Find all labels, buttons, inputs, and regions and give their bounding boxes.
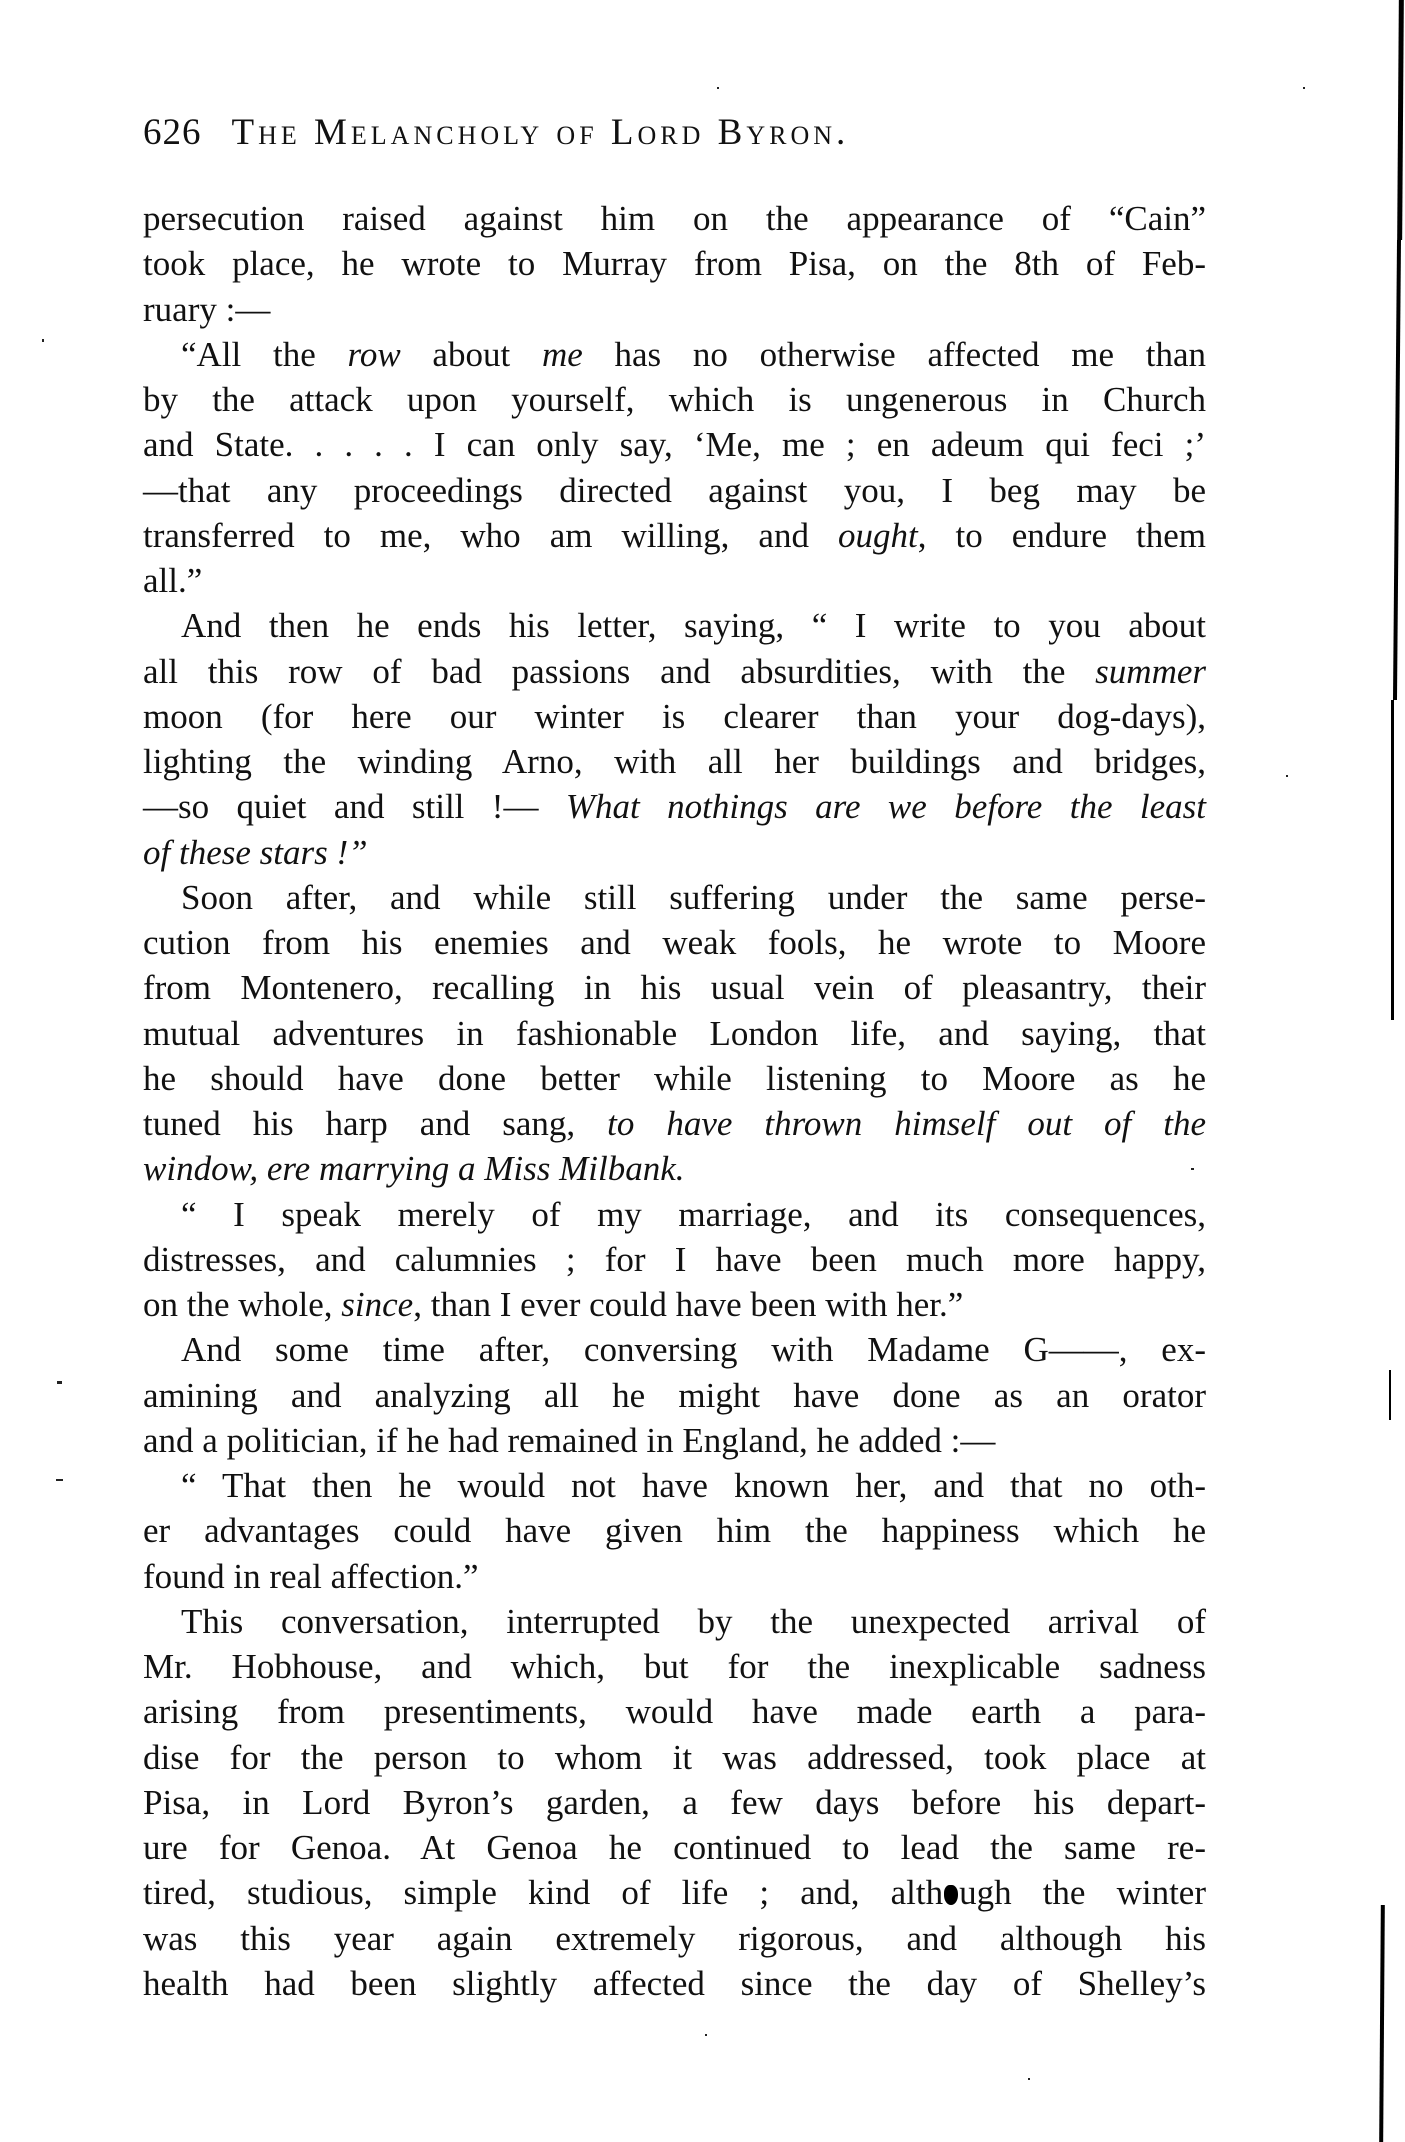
text-run: lighting the winding Arno, with all her buildings and bridges, xyxy=(143,742,1206,781)
scan-speck xyxy=(56,1479,63,1481)
scan-speck xyxy=(717,87,719,89)
text-run: er advantages could have given him the happiness which he xyxy=(143,1511,1206,1551)
text-line xyxy=(143,1870,1206,1915)
scan-speck xyxy=(1191,1168,1194,1170)
italic-text: of these stars !” xyxy=(143,832,368,872)
text-run: moon (for here our winter is clearer than your dog-days), xyxy=(143,696,1206,736)
italic-text: window, ere marrying a Miss Milbank. xyxy=(143,1149,685,1189)
text-run: persecution raised against him on the appearance of “Cain” xyxy=(143,199,1206,238)
text-run: by the attack upon yourself, which is ungenerous in Church xyxy=(143,380,1206,419)
italic-text: ought xyxy=(838,515,918,555)
italic-text: me xyxy=(541,334,583,374)
text-line xyxy=(143,1146,1206,1191)
text-line xyxy=(143,241,1206,286)
text-line xyxy=(143,739,1206,784)
text-line xyxy=(143,784,1206,829)
text-run: about xyxy=(400,334,542,374)
text-run: “ I speak merely of my marriage, and its consequences, xyxy=(181,1194,1206,1234)
text-run: found in real affection.” xyxy=(143,1556,479,1596)
text-run: This conversation, interrupted by the unexpected arrival of xyxy=(181,1601,1206,1641)
text-run: was this year again extremely rigorous, and although his xyxy=(143,1918,1206,1958)
text-run: tuned his harp and sang, xyxy=(143,1104,608,1143)
text-line xyxy=(143,965,1206,1010)
text-line xyxy=(143,649,1206,694)
text-line xyxy=(143,875,1206,920)
text-run: amining and analyzing all he might have done as an orator xyxy=(143,1375,1206,1415)
text-line xyxy=(143,1735,1206,1780)
text-run: Pisa, in Lord Byron’s garden, a few days before his depart- xyxy=(143,1782,1206,1822)
scan-speck xyxy=(705,2034,707,2036)
scan-edge-line xyxy=(1397,0,1404,240)
text-line xyxy=(143,1373,1206,1418)
text-run: , to endure them xyxy=(917,515,1207,555)
text-line xyxy=(143,1011,1206,1056)
text-line xyxy=(143,694,1206,739)
scan-speck xyxy=(42,339,44,342)
text-run: all this row of bad passions and absurdities, with the xyxy=(143,651,1096,691)
text-run: distresses, and calumnies ; for I have been much more happy, xyxy=(143,1239,1206,1279)
text-line xyxy=(143,287,1206,332)
page-number: 626 xyxy=(143,112,202,153)
text-line xyxy=(143,830,1206,875)
scan-edge-line xyxy=(1393,240,1401,700)
scan-edge-line xyxy=(1389,1370,1391,1420)
text-line xyxy=(143,1644,1206,1689)
text-line xyxy=(143,1780,1206,1825)
text-run: Soon after, and while still suffering under the same perse- xyxy=(181,877,1206,917)
text-line xyxy=(143,1508,1206,1553)
text-run: mutual adventures in fashionable London life, and saying, that xyxy=(143,1013,1206,1053)
text-line xyxy=(143,1554,1206,1599)
running-head xyxy=(143,110,1103,156)
scan-edge-line xyxy=(1379,1905,1385,2142)
running-title: The Melancholy of Lord Byron. xyxy=(231,112,850,153)
italic-text: to have thrown himself out of the xyxy=(607,1104,1207,1143)
text-line xyxy=(143,377,1206,422)
scan-speck xyxy=(1286,775,1288,777)
text-run: and State. . . . . I can only say, ‘Me, me ; en adeum qui feci ;’ xyxy=(143,425,1206,465)
text-line xyxy=(143,196,1206,241)
text-line xyxy=(143,1418,1206,1463)
text-run: ugh the winter xyxy=(959,1873,1206,1913)
text-run: tired, studious, simple kind of life ; and, alth xyxy=(143,1873,944,1913)
text-run: and a politician, if he had remained in England, he added :— xyxy=(143,1420,996,1460)
text-run: “ That then he would not have known her, and that no oth- xyxy=(181,1466,1206,1505)
text-run: he should have done better while listening to Moore as he xyxy=(143,1058,1206,1098)
scan-speck xyxy=(1028,2078,1030,2080)
text-line xyxy=(143,603,1206,648)
text-run: health had been slightly affected since the day of Shelley’s xyxy=(143,1963,1206,2003)
text-run: took place, he wrote to Murray from Pisa, on the 8th of Feb- xyxy=(143,244,1206,284)
text-run: has no otherwise affected me than xyxy=(582,334,1206,374)
text-line xyxy=(143,468,1206,513)
text-line xyxy=(143,1282,1206,1327)
text-run: And then he ends his letter, saying, “ I write to you about xyxy=(181,606,1206,646)
text-line xyxy=(143,1916,1206,1961)
text-run: all.” xyxy=(143,561,203,600)
text-line xyxy=(143,1192,1206,1237)
text-line xyxy=(143,920,1206,965)
text-run: arising from presentiments, would have made earth a para- xyxy=(143,1692,1206,1732)
text-line xyxy=(143,332,1206,377)
text-run: from Montenero, recalling in his usual vein of pleasantry, their xyxy=(143,968,1206,1008)
text-run: Mr. Hobhouse, and which, but for the inexplicable sadness xyxy=(143,1647,1206,1686)
text-run: —that any proceedings directed against you, I beg may be xyxy=(143,470,1206,510)
text-line xyxy=(143,1327,1206,1372)
ink-blot xyxy=(944,1885,958,1905)
text-line xyxy=(143,1961,1206,2006)
text-line xyxy=(143,1689,1206,1734)
italic-text: summer xyxy=(1095,651,1206,691)
text-run: And some time after, conversing with Madame G——, ex- xyxy=(181,1330,1206,1370)
scan-speck xyxy=(57,1381,62,1384)
text-run: cution from his enemies and weak fools, he wrote to Moore xyxy=(143,923,1206,962)
scan-speck xyxy=(1303,87,1305,89)
scan-edge-line xyxy=(1391,700,1394,1020)
text-run: —so quiet and still !— xyxy=(143,787,566,827)
text-run: dise for the person to whom it was addressed, took place at xyxy=(143,1737,1206,1777)
text-run: ure for Genoa. At Genoa he continued to lead the same re- xyxy=(143,1828,1206,1867)
text-run: on the whole, xyxy=(143,1285,342,1324)
text-line xyxy=(143,1101,1206,1146)
text-line xyxy=(143,422,1206,467)
italic-text: since xyxy=(341,1285,414,1324)
text-run: ruary :— xyxy=(143,289,271,329)
text-run: “All the xyxy=(181,334,348,374)
text-line xyxy=(143,1599,1206,1644)
text-line xyxy=(143,513,1206,558)
text-run: transferred to me, who am willing, and xyxy=(143,515,838,555)
text-line xyxy=(143,1056,1206,1101)
text-run: , than I ever could have been with her.” xyxy=(413,1285,964,1324)
text-line xyxy=(143,1463,1206,1508)
italic-text: row xyxy=(347,334,401,374)
text-line xyxy=(143,558,1206,603)
italic-text: What nothings are we before the least xyxy=(565,787,1206,827)
text-line xyxy=(143,1237,1206,1282)
text-line xyxy=(143,1825,1206,1870)
